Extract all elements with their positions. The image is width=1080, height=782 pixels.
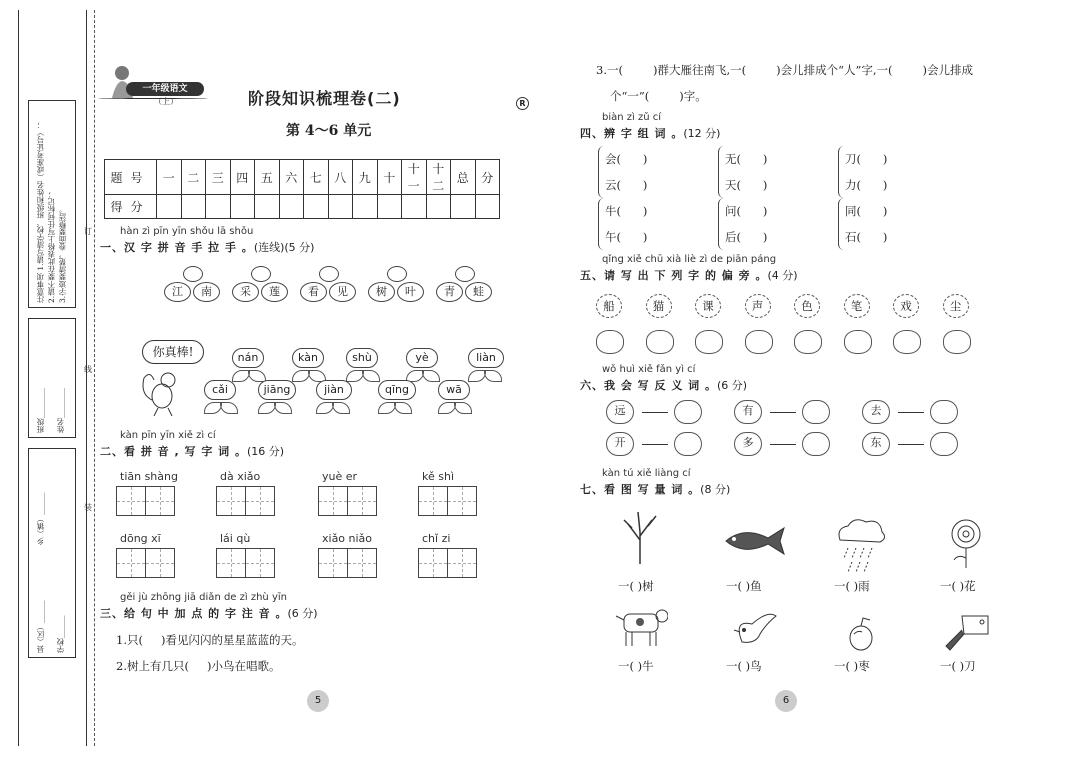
flower-leaf [292,370,326,381]
word-pinyin: xiǎo niǎo [322,532,373,545]
tianzige-cell[interactable] [447,486,477,516]
char-pair-item[interactable]: 问( ) [725,204,768,218]
tianzige-cell[interactable] [347,486,377,516]
s1-title: 一、汉 字 拼 音 手 拉 手 。(连线)(5 分) [100,241,315,254]
score-cell[interactable] [451,195,476,219]
page-number-right: 6 [775,690,797,712]
score-row-head: 题号 [105,160,157,195]
antonym-word [606,432,634,456]
radical-answer-box[interactable] [646,330,674,354]
pinyin-flower[interactable]: yè [406,348,438,368]
score-col: 三 [206,160,231,195]
antonym-answer-box[interactable] [674,400,702,424]
word-pinyin: chǐ zi [422,532,451,545]
antonym-answer-box[interactable] [802,432,830,456]
s3-question-3-cont[interactable]: 个“一”( )字。 [610,89,707,103]
s5-pinyin: qǐng xiě chū xià liè zì de piān páng [602,254,777,265]
school-field[interactable]: 学校______ [56,615,65,653]
bird-icon [730,606,780,652]
score-value-row [105,195,500,219]
s3-pinyin: gěi jù zhōng jiā diǎn de zì zhù yīn [120,592,287,603]
cow-icon [612,604,668,650]
badge-volume: （上） [154,97,178,106]
tianzige-box[interactable] [217,548,275,578]
score-col: 一 [157,160,182,195]
flower-leaf [438,402,472,413]
s4-title: 四、辨 字 组 词 。(12 分) [580,127,721,140]
char-pair-item[interactable]: 云( ) [605,178,648,192]
pinyin-flower[interactable]: cǎi [204,380,236,400]
bee-wing-char: 树 [368,282,395,302]
score-cell[interactable] [157,195,182,219]
radical-char: 猫 [646,294,672,318]
antonym-word [734,400,762,424]
bee-wing-char: 蛙 [465,282,492,302]
antonym-dash [642,412,668,413]
class-name-box [28,318,76,438]
word-pinyin: kě shì [422,470,455,483]
rain-cloud-icon [834,516,888,576]
score-col: 九 [353,160,378,195]
score-cell[interactable] [475,195,500,219]
char-pair-item[interactable]: 刀( ) [845,152,888,166]
score-cell[interactable] [255,195,280,219]
pinyin-flower[interactable]: wā [438,380,470,400]
s3-title: 三、给 句 中 加 点 的 字 注 音 。(6 分) [100,607,318,620]
bee-pair[interactable] [300,266,358,306]
score-col: 五 [255,160,280,195]
radical-char: 色 [794,294,820,318]
char-pair-group [598,198,647,250]
word-pinyin: lái qù [220,532,251,545]
char-pair-group [718,146,767,198]
tianzige-cell[interactable] [447,548,477,578]
bee-pair[interactable] [368,266,426,306]
score-col: 总 [451,160,476,195]
fruit-half [930,400,944,424]
word-pinyin: yuè er [322,470,358,483]
bee-pair[interactable] [436,266,494,306]
pinyin-flower[interactable]: jiàn [316,380,352,400]
radical-char: 笔 [844,294,870,318]
cut-line [94,10,95,746]
tianzige-box[interactable] [319,548,377,578]
tianzige-cell[interactable] [216,486,246,516]
tianzige-cell[interactable] [145,548,175,578]
fruit-half [674,432,688,456]
char-pair-group [718,198,767,250]
s2-title: 二、看 拼 音 , 写 字 词 。(16 分) [100,445,285,458]
antonym-word [734,432,762,456]
word-pinyin: tiān shàng [120,470,178,483]
radical-char: 船 [596,294,622,318]
fruit-half [816,432,830,456]
measure-word-cow[interactable]: 一( )牛 [618,659,654,673]
score-col: 分 [475,160,500,195]
measure-word-flower[interactable]: 一( )花 [940,579,976,593]
measure-word-knife[interactable]: 一( )刀 [940,659,976,673]
score-cell[interactable] [181,195,206,219]
tianzige-box[interactable] [419,486,477,516]
score-cell[interactable] [279,195,304,219]
margin-line-inner [86,10,87,746]
antonym-answer-box[interactable] [930,432,958,456]
flower-leaf [258,402,292,413]
bee-head-icon [183,266,203,282]
tianzige-box[interactable] [419,548,477,578]
tianzige-cell[interactable] [347,548,377,578]
s5-title: 五、请 写 出 下 列 字 的 偏 旁 。(4 分) [580,269,798,282]
fruit-half [674,400,688,424]
bee-wing-char: 江 [164,282,191,302]
word-pinyin: dà xiǎo [220,470,261,483]
score-col: 二 [181,160,206,195]
radical-char: 声 [745,294,771,318]
margin-line-left [18,10,19,746]
badge-swoosh [98,98,208,99]
s1-pinyin: hàn zì pīn yīn shǒu lā shǒu [120,226,254,237]
antonym-dash [898,444,924,445]
score-cell[interactable] [402,195,427,219]
fruit-half [688,432,702,456]
tianzige-cell[interactable] [245,486,275,516]
fruit-half [944,400,958,424]
class-field[interactable]: 班级________ [36,388,45,433]
cleaver-icon [942,610,992,654]
antonym-char: 东 [870,436,882,449]
bee-wing-char: 青 [436,282,463,302]
radical-char: 尘 [943,294,969,318]
bee-wing-char: 见 [329,282,356,302]
s2-pinyin: kàn pīn yīn xiě zì cí [120,430,216,441]
radical-answer-box[interactable] [596,330,624,354]
char-pair-group [838,146,887,198]
praise-bubble: 你真棒! [142,340,204,364]
char-pair-item[interactable]: 会( ) [605,152,648,166]
pinyin-flower[interactable]: liàn [468,348,504,368]
bee-head-icon [455,266,475,282]
flower-leaf [346,370,380,381]
antonym-word [862,432,890,456]
tianzige-cell[interactable] [245,548,275,578]
fruit-half [802,432,816,456]
measure-word-tree[interactable]: 一( )树 [618,579,654,593]
score-cell[interactable] [377,195,402,219]
bee-wing-char: 莲 [261,282,288,302]
bee-wing-char: 叶 [397,282,424,302]
tianzige-cell[interactable] [318,486,348,516]
score-col: 四 [230,160,255,195]
score-cell[interactable] [353,195,378,219]
measure-word-rain[interactable]: 一( )雨 [834,579,870,593]
char-pair-item[interactable]: 后( ) [725,230,768,244]
antonym-dash [770,412,796,413]
score-table [104,159,500,219]
score-col: 十 [377,160,402,195]
tianzige-cell[interactable] [145,486,175,516]
page-title: 阶段知识梳理卷(二) [248,89,401,108]
tianzige-cell[interactable] [418,486,448,516]
score-col: 七 [304,160,329,195]
radical-char: 课 [695,294,721,318]
school-box [28,448,76,658]
score-cell[interactable] [230,195,255,219]
score-col: 八 [328,160,353,195]
bee-head-icon [319,266,339,282]
antonym-answer-box[interactable] [930,400,958,424]
fruit-half [688,400,702,424]
score-header-row [105,160,500,195]
notes-text: 注意事项 1.请写清学校、班级和姓名（或准考证号）； 2.请不要在此表格上写任何标记； 3.字迹要清楚，卷面要整洁。 [36,120,67,303]
pinyin-flower[interactable]: nán [232,348,264,368]
bee-pair[interactable] [164,266,222,306]
s3-question-1[interactable]: 1.只( )看见闪闪的星星蓝蓝的天。 [116,633,304,647]
score-col: 十一 [402,160,427,195]
score-col: 六 [279,160,304,195]
antonym-dash [770,444,796,445]
tianzige-box[interactable] [217,486,275,516]
township-field[interactable]: 乡（镇）______ [36,492,45,545]
pinyin-flower[interactable]: jiāng [258,380,296,400]
bee-head-icon [387,266,407,282]
score-cell[interactable] [304,195,329,219]
antonym-char: 去 [870,404,882,417]
antonym-answer-box[interactable] [802,400,830,424]
radical-answer-box[interactable] [695,330,723,354]
cut-mark-zhuang: 装 [84,503,92,512]
char-pair-item[interactable]: 牛( ) [605,204,648,218]
char-pair-item[interactable]: 同( ) [845,204,888,218]
pinyin-flower[interactable]: kàn [292,348,324,368]
char-pair-item[interactable]: 无( ) [725,152,768,166]
flower-leaf [406,370,440,381]
registered-mark: R [516,97,529,110]
tianzige-cell[interactable] [318,548,348,578]
char-pair-item[interactable]: 天( ) [725,178,768,192]
radical-answer-box[interactable] [943,330,971,354]
tianzige-cell[interactable] [116,486,146,516]
antonym-answer-box[interactable] [674,432,702,456]
bee-wing-char: 看 [300,282,327,302]
tianzige-box[interactable] [117,486,175,516]
name-field[interactable]: 姓名________ [56,388,65,433]
antonym-char: 有 [742,404,754,417]
antonym-char: 远 [614,404,626,417]
radical-answer-box[interactable] [745,330,773,354]
notes-box [28,100,76,308]
jujube-icon [846,616,876,652]
radical-answer-box[interactable] [844,330,872,354]
fruit-half [944,432,958,456]
bee-wing-char: 采 [232,282,259,302]
antonym-char: 开 [614,436,626,449]
cut-mark-ding: 订 [84,227,92,236]
measure-word-jujube[interactable]: 一( )枣 [834,659,870,673]
tianzige-cell[interactable] [116,548,146,578]
bee-pair[interactable] [232,266,290,306]
char-pair-item[interactable]: 午( ) [605,230,648,244]
grade-badge [98,64,208,106]
char-pair-item[interactable]: 力( ) [845,178,888,192]
tree-icon [620,506,660,566]
antonym-word [606,400,634,424]
s6-title: 六、我 会 写 反 义 词 。(6 分) [580,379,748,392]
rose-icon [944,516,988,570]
radical-answer-box[interactable] [893,330,921,354]
county-field[interactable]: 县（区）______ [36,600,45,653]
s6-pinyin: wǒ huì xiě fǎn yì cí [602,364,696,375]
radical-answer-box[interactable] [794,330,822,354]
s3-question-3[interactable]: 3.一( )群大雁往南飞,一( )会儿排成个“人”字,一( )会儿排成 [596,63,973,77]
unit-subtitle: 第 4～6 单元 [286,123,372,139]
pinyin-flower[interactable]: qīng [378,380,416,400]
page-number-left: 5 [307,690,329,712]
s4-pinyin: biàn zì zǔ cí [602,112,662,123]
score-row-head: 得分 [105,195,157,219]
flower-leaf [316,402,350,413]
score-cell[interactable] [206,195,231,219]
bee-head-icon [251,266,271,282]
s7-title: 七、看 图 写 量 词 。(8 分) [580,483,731,496]
antonym-word [862,400,890,424]
score-cell[interactable] [426,195,451,219]
antonym-dash [642,444,668,445]
flower-leaf [378,402,412,413]
fruit-half [802,400,816,424]
antonym-dash [898,412,924,413]
squirrel-icon [140,364,190,418]
score-col: 十二 [426,160,451,195]
fruit-half [930,432,944,456]
tianzige-box[interactable] [117,548,175,578]
score-cell[interactable] [328,195,353,219]
measure-word-fish[interactable]: 一( )鱼 [726,579,762,593]
measure-word-bird[interactable]: 一( )鸟 [726,659,762,673]
cut-mark-xian: 线 [84,365,92,374]
bee-wing-char: 南 [193,282,220,302]
word-pinyin: dōng xī [120,532,161,545]
radical-char: 戏 [893,294,919,318]
char-pair-group [838,198,887,250]
char-pair-item[interactable]: 石( ) [845,230,888,244]
flower-leaf [232,370,266,381]
tianzige-box[interactable] [319,486,377,516]
flower-leaf [204,402,238,413]
tianzige-cell[interactable] [418,548,448,578]
s7-pinyin: kàn tú xiě liàng cí [602,468,691,479]
badge-grade: 一年级语文 [126,82,204,96]
char-pair-group [598,146,647,198]
pinyin-flower[interactable]: shù [346,348,378,368]
fruit-half [816,400,830,424]
tianzige-cell[interactable] [216,548,246,578]
s3-question-2[interactable]: 2.树上有几只( )小鸟在唱歌。 [116,659,281,673]
antonym-char: 多 [742,436,754,449]
fish-icon [722,524,788,558]
flower-leaf [468,370,502,381]
